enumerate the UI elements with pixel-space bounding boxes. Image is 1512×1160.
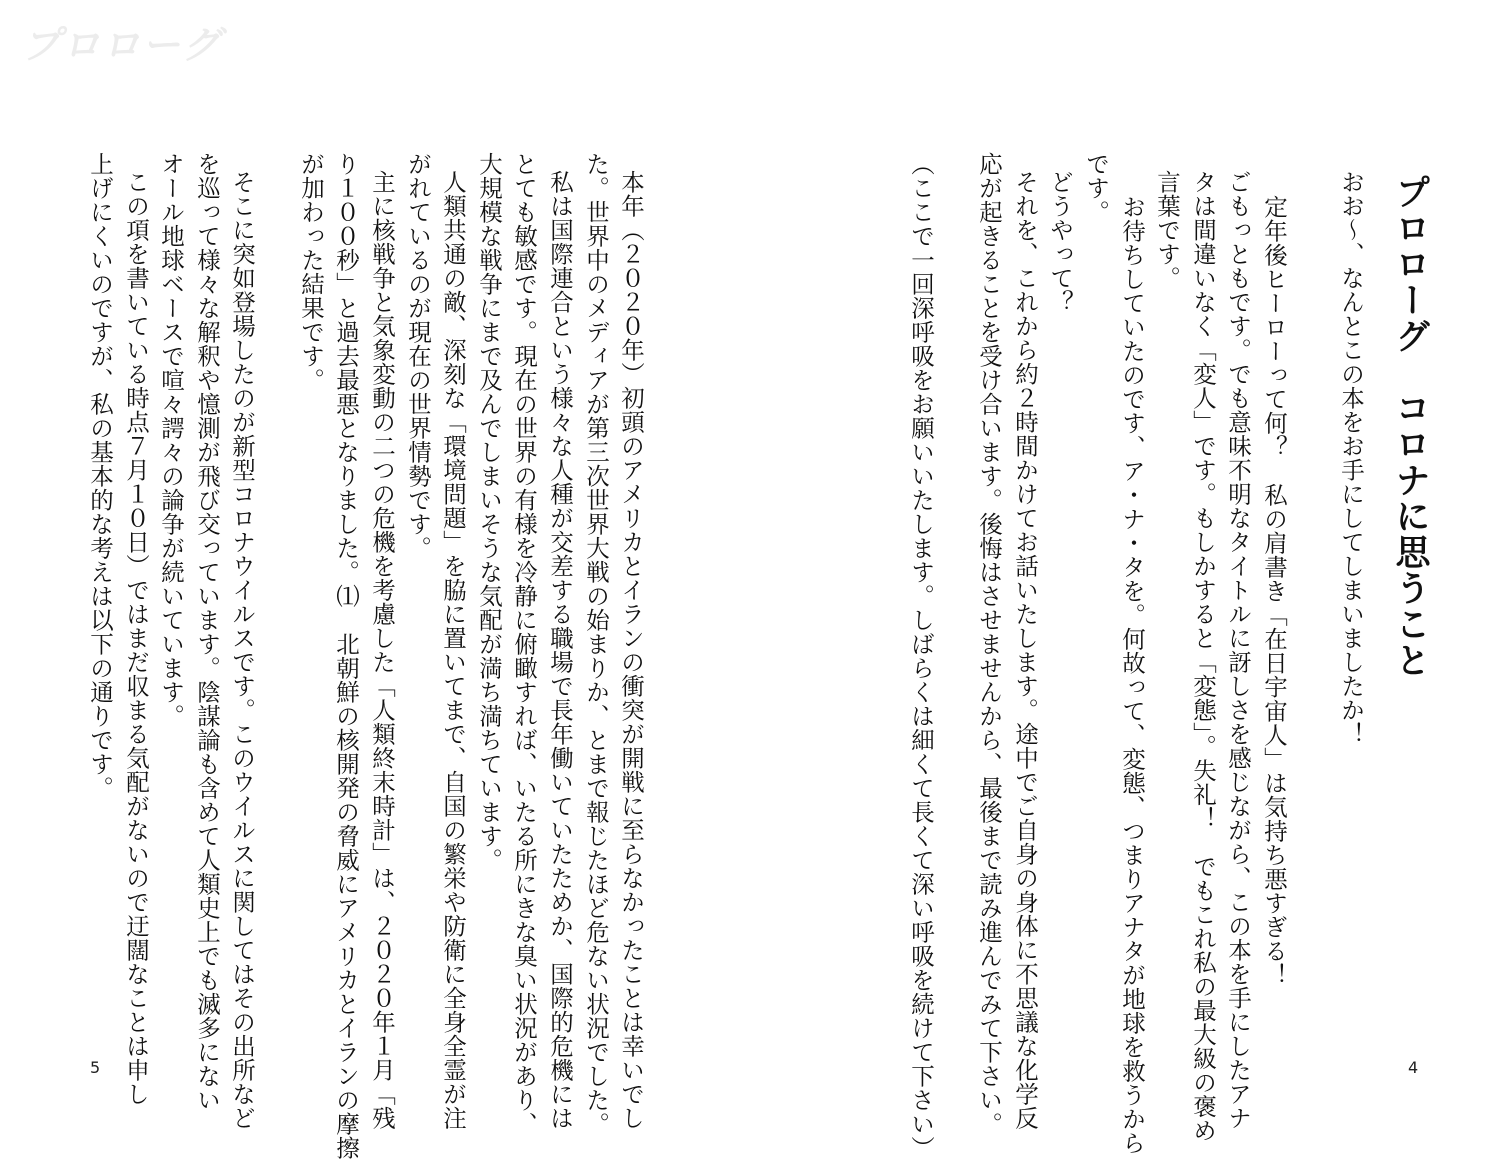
- right-line-5: 言葉です。: [1153, 170, 1181, 290]
- left-line-9: り１００秒」と過去最悪となりました。⑴ 北朝鮮の核開発の脅威にアメリカとイランの摩擦: [332, 152, 360, 1160]
- right-line-9: それを、これから約２時間かけてお話いたします。途中でご自身の身体に不思議な化学反: [1011, 170, 1039, 1130]
- left-line-15: 上げにくいのですが、私の基本的な考えは以下の通りです。: [86, 152, 114, 800]
- left-line-3: 私は国際連合という様々な人種が交差する職場で長年働いていたためか、国際的危機には: [546, 170, 574, 1130]
- running-head: プロローグ: [22, 23, 223, 67]
- right-line-3: ごもっともです。でも意味不明なタイトルに訝しさを感じながら、この本を手にしたアナ: [1224, 170, 1252, 1130]
- left-line-4: とても敏感です。現在の世界の有様を冷静に俯瞰すれば、いたる所にきな臭い状況があり、: [510, 152, 538, 1136]
- right-line-7: です。: [1082, 152, 1110, 224]
- left-line-5: 大規模な戦争にまで及んでしまいそうな気配が満ち満ちています。: [475, 152, 503, 872]
- left-line-13: オール地球ベースで喧々諤々の論争が続いています。: [157, 152, 185, 728]
- left-line-12: を巡って様々な解釈や憶測が飛び交っています。陰謀論も含めて人類史上でも滅多にない: [193, 152, 221, 1112]
- right-line-4: タは間違いなく「変人」です。もしかすると「変態」。失礼！ でもこれ私の最大級の褒め: [1189, 170, 1217, 1143]
- right-line-8: どうやって？: [1046, 170, 1074, 314]
- right-line-2: 定年後ヒーローって何？ 私の肩書き「在日宇宙人」は気持ち悪すぎる！: [1260, 195, 1288, 987]
- left-line-7: がれているのが現在の世界情勢です。: [404, 152, 432, 560]
- left-line-6: 人類共通の敵、深刻な「環境問題」を脇に置いてまで、自国の繁栄や防衛に全身全霊が注: [439, 170, 467, 1130]
- left-line-14: この項を書いている時点７月１０日）ではまだ収まる気配がないので迂闊なことは申し: [122, 170, 150, 1106]
- right-line-6: お待ちしていたのです、ア・ナ・タを。何故って、変態、つまりアナタが地球を救うから: [1118, 195, 1146, 1155]
- left-line-8: 主に核戦争と気象変動の二つの危機を考慮した「人類終末時計」は、２０２０年１月「残: [368, 170, 396, 1130]
- right-line-11: （ここで一回深呼吸をお願いいたします。しばらくは細くて長くて深い呼吸を続けて下さい）: [907, 152, 935, 1160]
- chapter-title: プロローグ コロナに思うこと: [1390, 174, 1430, 678]
- right-line-1: おお～、なんとこの本をお手にしてしまいましたか！: [1337, 170, 1365, 746]
- left-line-11: そこに突如登場したのが新型コロナウイルスです。このウイルスに関してはその出所など: [228, 170, 256, 1130]
- left-line-10: が加わった結果です。: [297, 152, 325, 392]
- right-line-10: 応が起きることを受け合います。後悔はさせませんから、最後まで読み進んでみて下さい。: [975, 152, 1003, 1136]
- page-number-left: 5: [90, 1058, 101, 1077]
- left-line-1: 本年（２０２０年）初頭のアメリカとイランの衝突が開戦に至らなかったことは幸いでし: [617, 170, 645, 1130]
- left-line-2: た。世界中のメディアが第三次世界大戦の始まりか、とまで報じたほど危ない状況でした。: [582, 152, 610, 1136]
- page-number-right: 4: [1408, 1058, 1419, 1077]
